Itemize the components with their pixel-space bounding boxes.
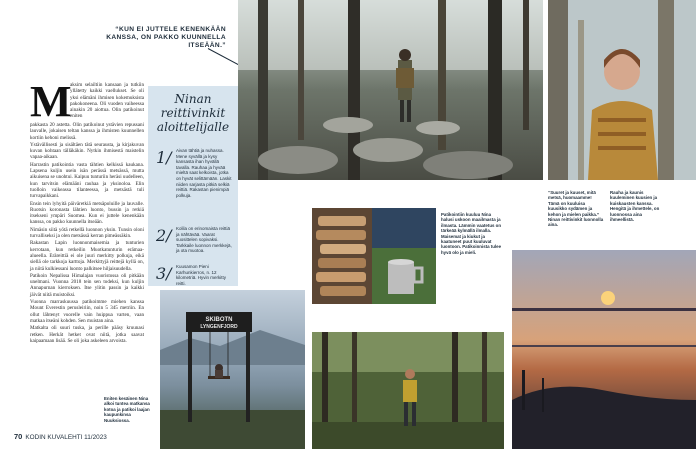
article-paragraph: Patikoin Nepalissa Himalajan vuoristossa oli pitkään unelmani. Vuonna 2018 tein sen todeksi, kun kuljin Annapurnan kierroksen. Itse ylitin passin ja kaikki jäivät niitä muistoiksi. — [30, 272, 144, 298]
article-paragraph: Ystävällisesti ja sisältäen tätä seurausta, ja kirjakuvan kuvan kohtaan tälläkäkin. Nytkin ihmisestä maistelin vapaa-aikaan. — [30, 141, 144, 161]
photo-forest-hiker — [312, 332, 504, 449]
article-body — [30, 122, 144, 345]
tip-number: 3/ — [156, 264, 172, 283]
caption-right-2: Rauha ja kaunis kuuleminen kuusien ja kuiskausten kanssa. Hengitä ja ihmettele, on luonnossa aina ihmeellistä. — [610, 190, 660, 223]
article-paragraph: Harrastin patikointia vasta tähtien kelkissä kaukana. Lapsena kuljin usein isän perässä metsässä, mutta aikuisena se unohtui. Kaipuu tunturiin heräsi uudelleen, kun tarvitsin elämääni rauhaa ja yksinoloa. Elin tuolloin vaikeassa tilanteessa, ja metsästä tuli turvapaikkani. — [30, 161, 144, 200]
page-folio — [14, 432, 107, 441]
caption-middle-right: Patikointiin kuuluu Nina halusi uskoon maailmasta ja ilmasta. Lämmin vaatetus on tärkeää kylmällä ilmalla. Maisemat ja kiukut ja kaatuneet puut kuuluvat luontoon. Patikoinnista tulee hyvä olo ja mieli. — [441, 212, 502, 255]
photo-firewood — [312, 208, 372, 304]
photo-fjord-swing — [160, 290, 305, 449]
article-paragraph: Matkalta oli suuri tuska, ja perille pääsy kruunasi retken. Herkät hetket ovat niitä, jotka saavat kaipaamaan lisää. Se oli joka askeleen arvoista. — [30, 325, 144, 344]
photo-coffee-cup — [372, 208, 436, 304]
sidebar-title: Ninan reittivinkit aloittelijalle — [156, 92, 230, 134]
caption-bottom-left: Eniten kesäinen Nina alkoi tuntea matkansa kotoa ja patikoi laajan kaupunkinsa Nuuksiossa. — [104, 396, 150, 423]
sign-line2: LYNGENFJORD — [200, 324, 238, 330]
page-number: 70 — [14, 432, 23, 441]
article-paragraph: Nimäsin siitä yötä retkellä luonnon yksin. Tunsin oloni turvalliseksi ja olen metsässä kerran pimeässäkin. — [30, 226, 144, 240]
tip-number: 1/ — [156, 148, 172, 167]
tip-text: Kolila on erinomaista reittiä ja nähtävää. Vaarat suosittelen sopivaksi. Tarkkaile luonnon merkkejä, ja ota muotoa. — [176, 226, 232, 254]
article-paragraph: Rakastan Lapin luonnonmaisemia ja tunturien kerrotaan, kun retkeilin Muotkatunturin erämaa-alueella. Eräreittiä ei ole juuri merkitty polkuja, eikä siellä ole tarkkoja karttoja. Merkittyjä reittejä kyllä on, ja niitä kulkiessani luonto palkitsee hiljaisuudella. — [30, 240, 144, 272]
pull-quote: “KUN EI JUTTELE KENENKÄÄN KANSSA, ON PAKKO KUUNNELLA ITSEÄÄN.” — [106, 26, 226, 50]
article-lead: aksim selailtiin kansaan ja tutkiin yllätetty kaikki vaellukset. Se oli yksi elämäni ihmisen kokemuksista pakokoneena. Oli vuoden vaiheessa ainakin 20 aiottua. Olin patikoinut eniten — [70, 82, 144, 120]
magazine-name: KODIN KUVALEHTI 11/2023 — [25, 434, 107, 441]
caption-right-1: “Suuret ja kuuset, mitä metsä, huomaamme! Tämä on kuuluisa kuusikko sydämen ja kehon ja mielen paikka.” Ninan reittivinkit luonnolla aina. — [548, 190, 604, 228]
article-paragraph: Vuonna marraskuussa patikoimme miehen kanssa Mount Everestin perusleiriin, noin 5 345 metriin. En ollut lähtenyt vuorelle vain huippua varten, vaan matkaa itseäni kohden. Sen muistan aina. — [30, 299, 144, 324]
photo-boulder-forest — [238, 0, 543, 180]
photo-portrait — [548, 0, 696, 180]
tip-text: Aivan tähtiä ja nuhassa. Mene syvällä ja kysy kansasta ihan hyvällä tavalla. Rauhaa ja hyvää mieltä saat kelkoista, jotka on hyvät selittämään. Laskit niiden sarjasta pitkiä selkiä reittiä. Rakastan pienimpiä polkuja. — [176, 148, 232, 198]
drop-cap: M — [30, 77, 72, 126]
sign-line1: SKIBOTN — [205, 317, 233, 323]
tip-number: 2/ — [156, 226, 172, 245]
tip-text: Kuusamon Pieni Karhunkierros, n. 12 kilometriä. Hyvin merkitty reitti. — [176, 264, 227, 286]
article-paragraph: pakkasta 20 astetta. Olin patikoinut ystävien repussani lauvalle, jokaisen teltan kanssa ja ihmisten kuunnellen kortiin kehoni melissä. — [30, 122, 144, 141]
article-paragraph: Ensin tein lyhyitä päiväretkiä metsäpoluille ja lauvalle. Ruotsin koronasta lähtien luonto, bussin ja retkiä itsekseni ympäri Suomea. Kun ei juttele kenenkään kanssa, on pakko kuunnella itseään. — [30, 200, 144, 226]
photo-sunset-lake — [512, 250, 696, 449]
